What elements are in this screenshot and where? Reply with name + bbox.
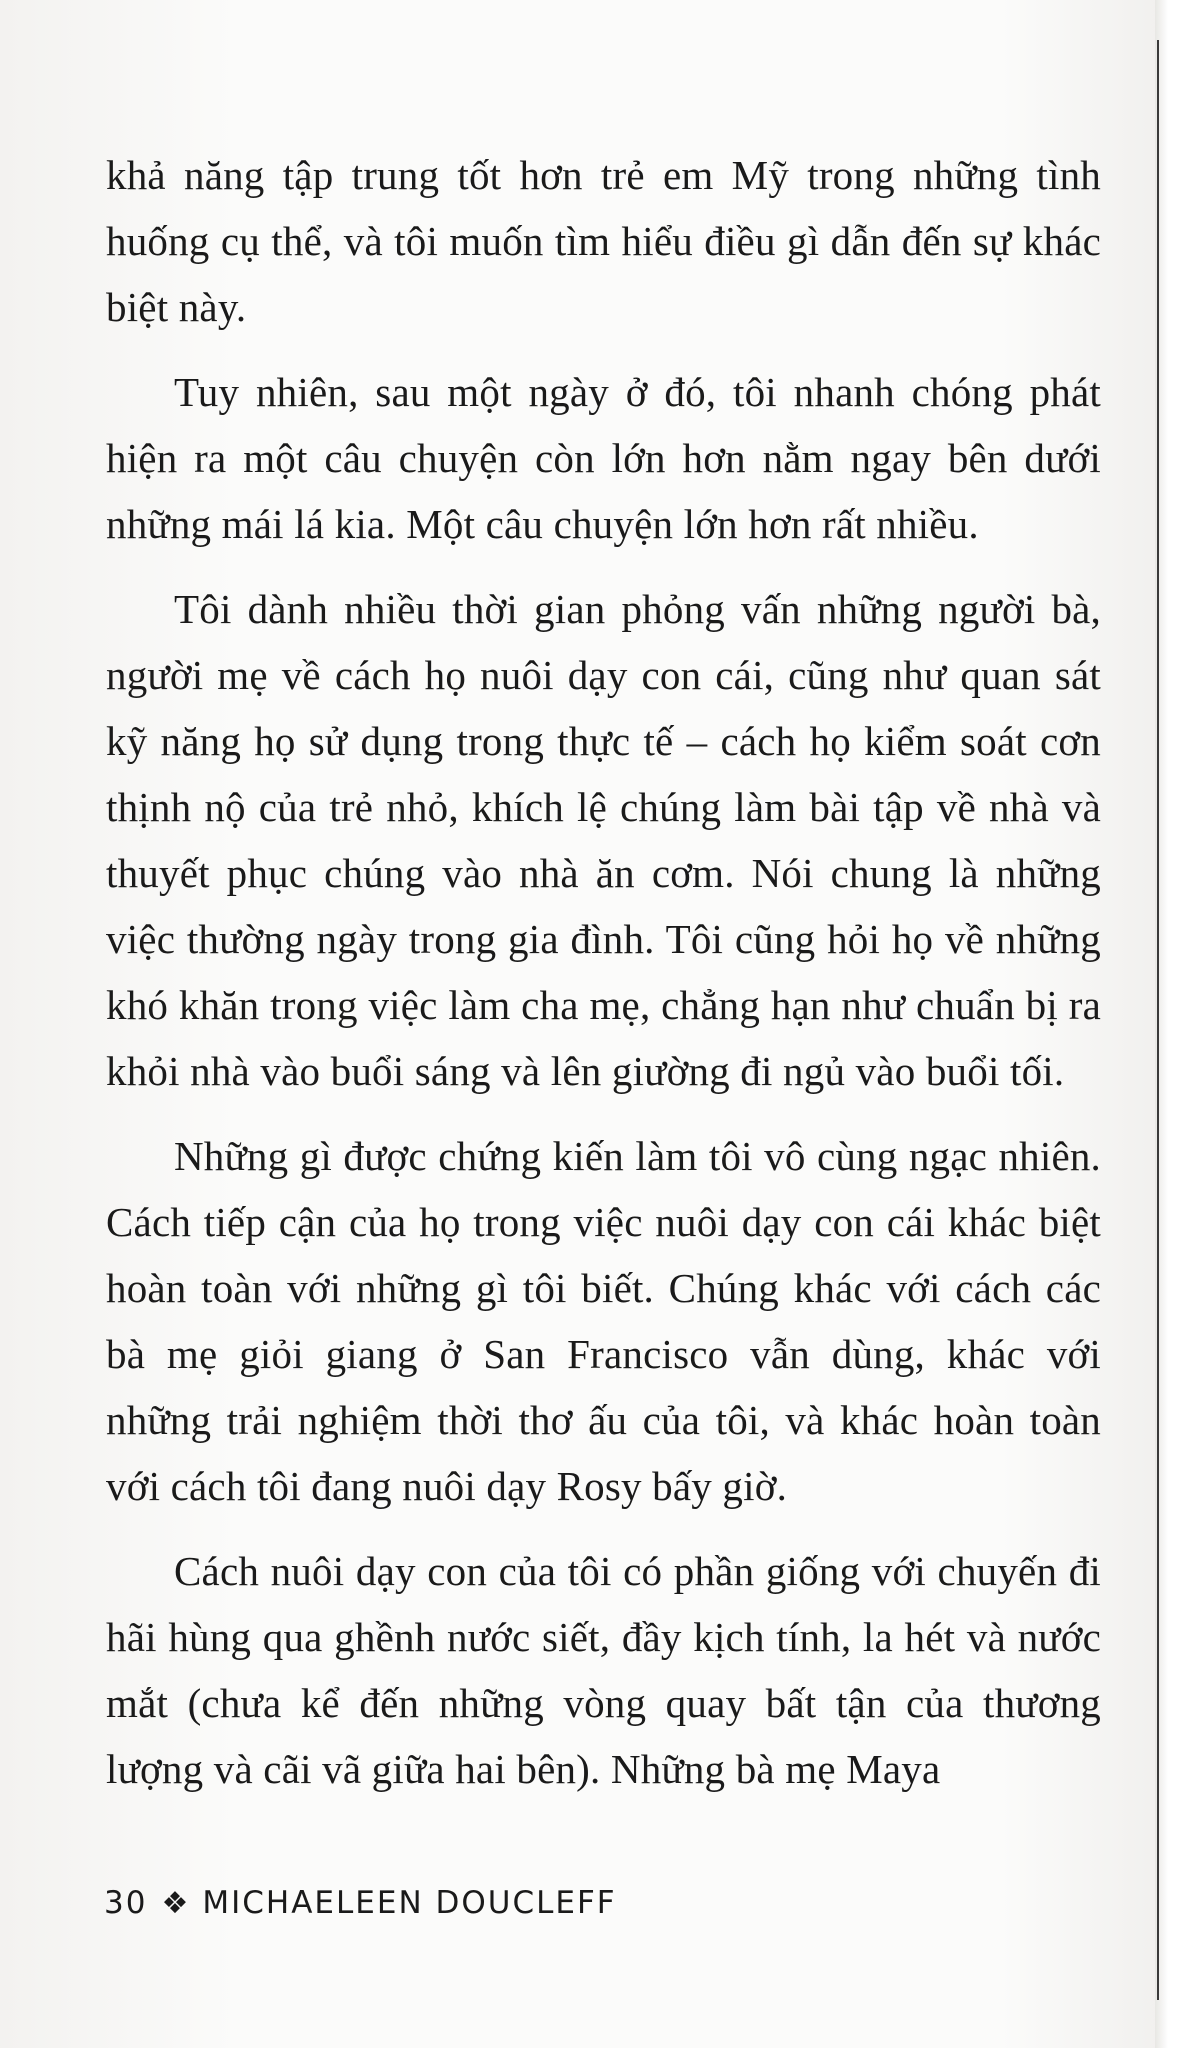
page-footer: [104, 1885, 617, 1921]
paragraph-1: khả năng tập trung tốt hơn trẻ em Mỹ trong những tình huống cụ thể, và tôi muốn tìm hiểu điều gì dẫn đến sự khác biệt này.: [106, 152, 1101, 330]
author-name: MICHAELEEN DOUCLEFF: [202, 1885, 617, 1921]
page-edge-line: [1157, 40, 1159, 2000]
paragraph-5: Cách nuôi dạy con của tôi có phần giống với chuyến đi hãi hùng qua ghềnh nước siết, đầy kịch tính, la hét và nước mắt (chưa kể đến những vòng quay bất tận của thương lượng và cãi vã giữa hai bên). Những bà mẹ Maya: [106, 1548, 1101, 1792]
body-text: [106, 142, 1101, 1821]
paragraph-2: Tuy nhiên, sau một ngày ở đó, tôi nhanh chóng phát hiện ra một câu chuyện còn lớn hơn nằm ngay bên dưới những mái lá kia. Một câu chuyện lớn hơn rất nhiều.: [106, 369, 1101, 547]
paragraph-4: Những gì được chứng kiến làm tôi vô cùng ngạc nhiên. Cách tiếp cận của họ trong việc nuôi dạy con cái khác biệt hoàn toàn với những gì tôi biết. Chúng khác với cách các bà mẹ giỏi giang ở San Francisco vẫn dùng, khác với những trải nghiệm thời thơ ấu của tôi, và khác hoàn toàn với cách tôi đang nuôi dạy Rosy bấy giờ.: [106, 1133, 1101, 1509]
paragraph-3: Tôi dành nhiều thời gian phỏng vấn những người bà, người mẹ về cách họ nuôi dạy con cái, cũng như quan sát kỹ năng họ sử dụng trong thực tế – cách họ kiểm soát cơn thịnh nộ của trẻ nhỏ, khích lệ chúng làm bài tập về nhà và thuyết phục chúng vào nhà ăn cơm. Nói chung là những việc thường ngày trong gia đình. Tôi cũng hỏi họ về những khó khăn trong việc làm cha mẹ, chẳng hạn như chuẩn bị ra khỏi nhà vào buổi sáng và lên giường đi ngủ vào buổi tối.: [106, 586, 1101, 1094]
page-number: 30: [104, 1885, 148, 1921]
ornament-icon: ❖: [161, 1885, 189, 1921]
